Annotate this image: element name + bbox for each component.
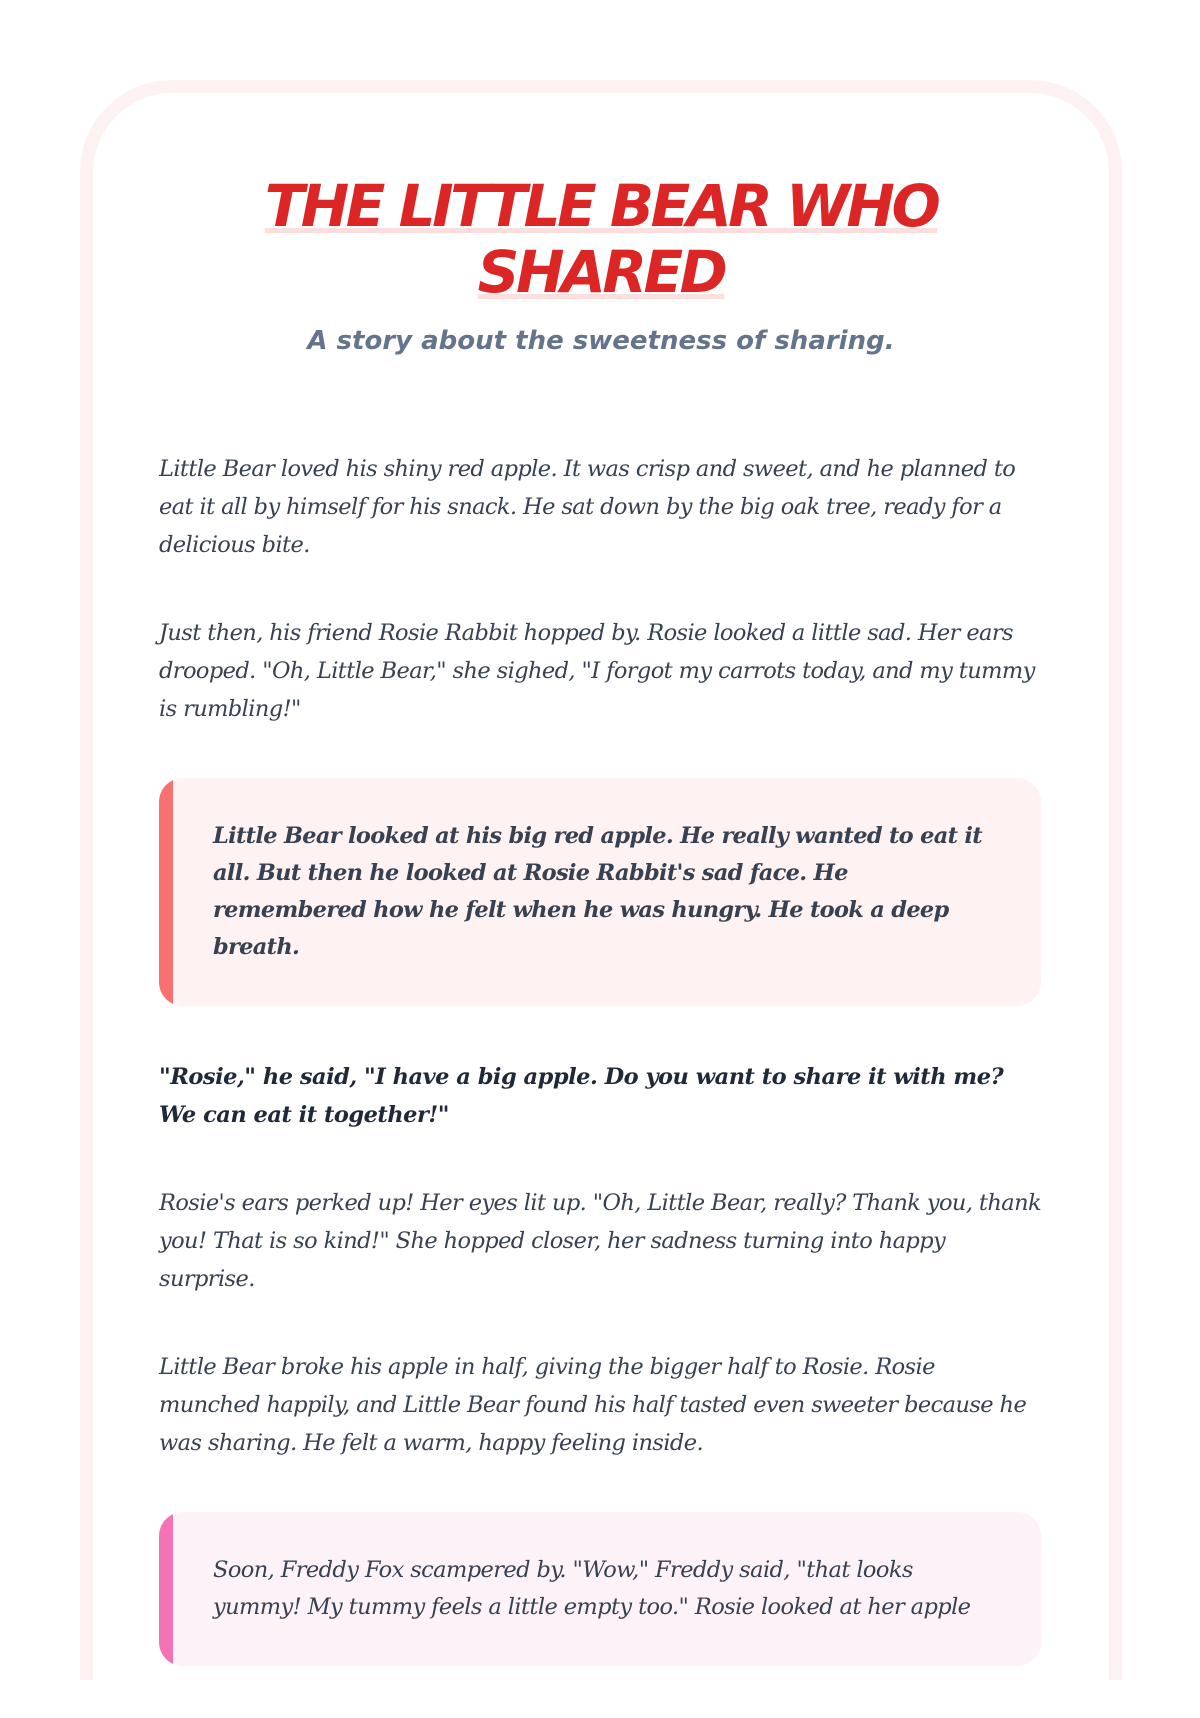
- callout-highlight-pink: [159, 1512, 1041, 1666]
- story-card: [80, 80, 1122, 1680]
- story-body: [159, 450, 1041, 1718]
- story-paragraph: Little Bear broke his apple in half, giving the bigger half to Rosie. Rosie munched happily, and Little Bear found his half tasted even sweeter because he was sharing. He felt a warm, happy feeling inside.: [159, 1354, 1027, 1456]
- callout-text: Little Bear looked at his big red apple. He really wanted to eat it all. But then he looked at Rosie Rabbit's sad face. He remembered how he felt when he was hungry. He took a deep breath.: [213, 823, 982, 960]
- story-paragraph: Rosie's ears perked up! Her eyes lit up. "Oh, Little Bear, really? Thank you, thank you! That is so kind!" She hopped closer, her sadness turning into happy surprise.: [159, 1190, 1041, 1292]
- callout-text: Soon, Freddy Fox scampered by. "Wow," Freddy said, "that looks yummy! My tummy feels a little empty too." Rosie looked at her apple: [213, 1557, 971, 1620]
- title-wrap: [93, 173, 1109, 305]
- story-title: THE LITTLE BEAR WHO SHARED: [264, 172, 938, 306]
- story-dialogue: "Rosie," he said, "I have a big apple. Do you want to share it with me? We can eat it together!": [159, 1064, 1004, 1128]
- callout-highlight: [159, 778, 1041, 1006]
- story-paragraph: Just then, his friend Rosie Rabbit hopped by. Rosie looked a little sad. Her ears drooped. "Oh, Little Bear," she sighed, "I forgot my carrots today, and my tummy is rumbling!": [159, 620, 1035, 722]
- story-paragraph: Little Bear loved his shiny red apple. It was crisp and sweet, and he planned to eat it all by himself for his snack. He sat down by the big oak tree, ready for a delicious bite.: [159, 456, 1016, 558]
- story-subtitle: A story about the sweetness of sharing.: [307, 326, 895, 356]
